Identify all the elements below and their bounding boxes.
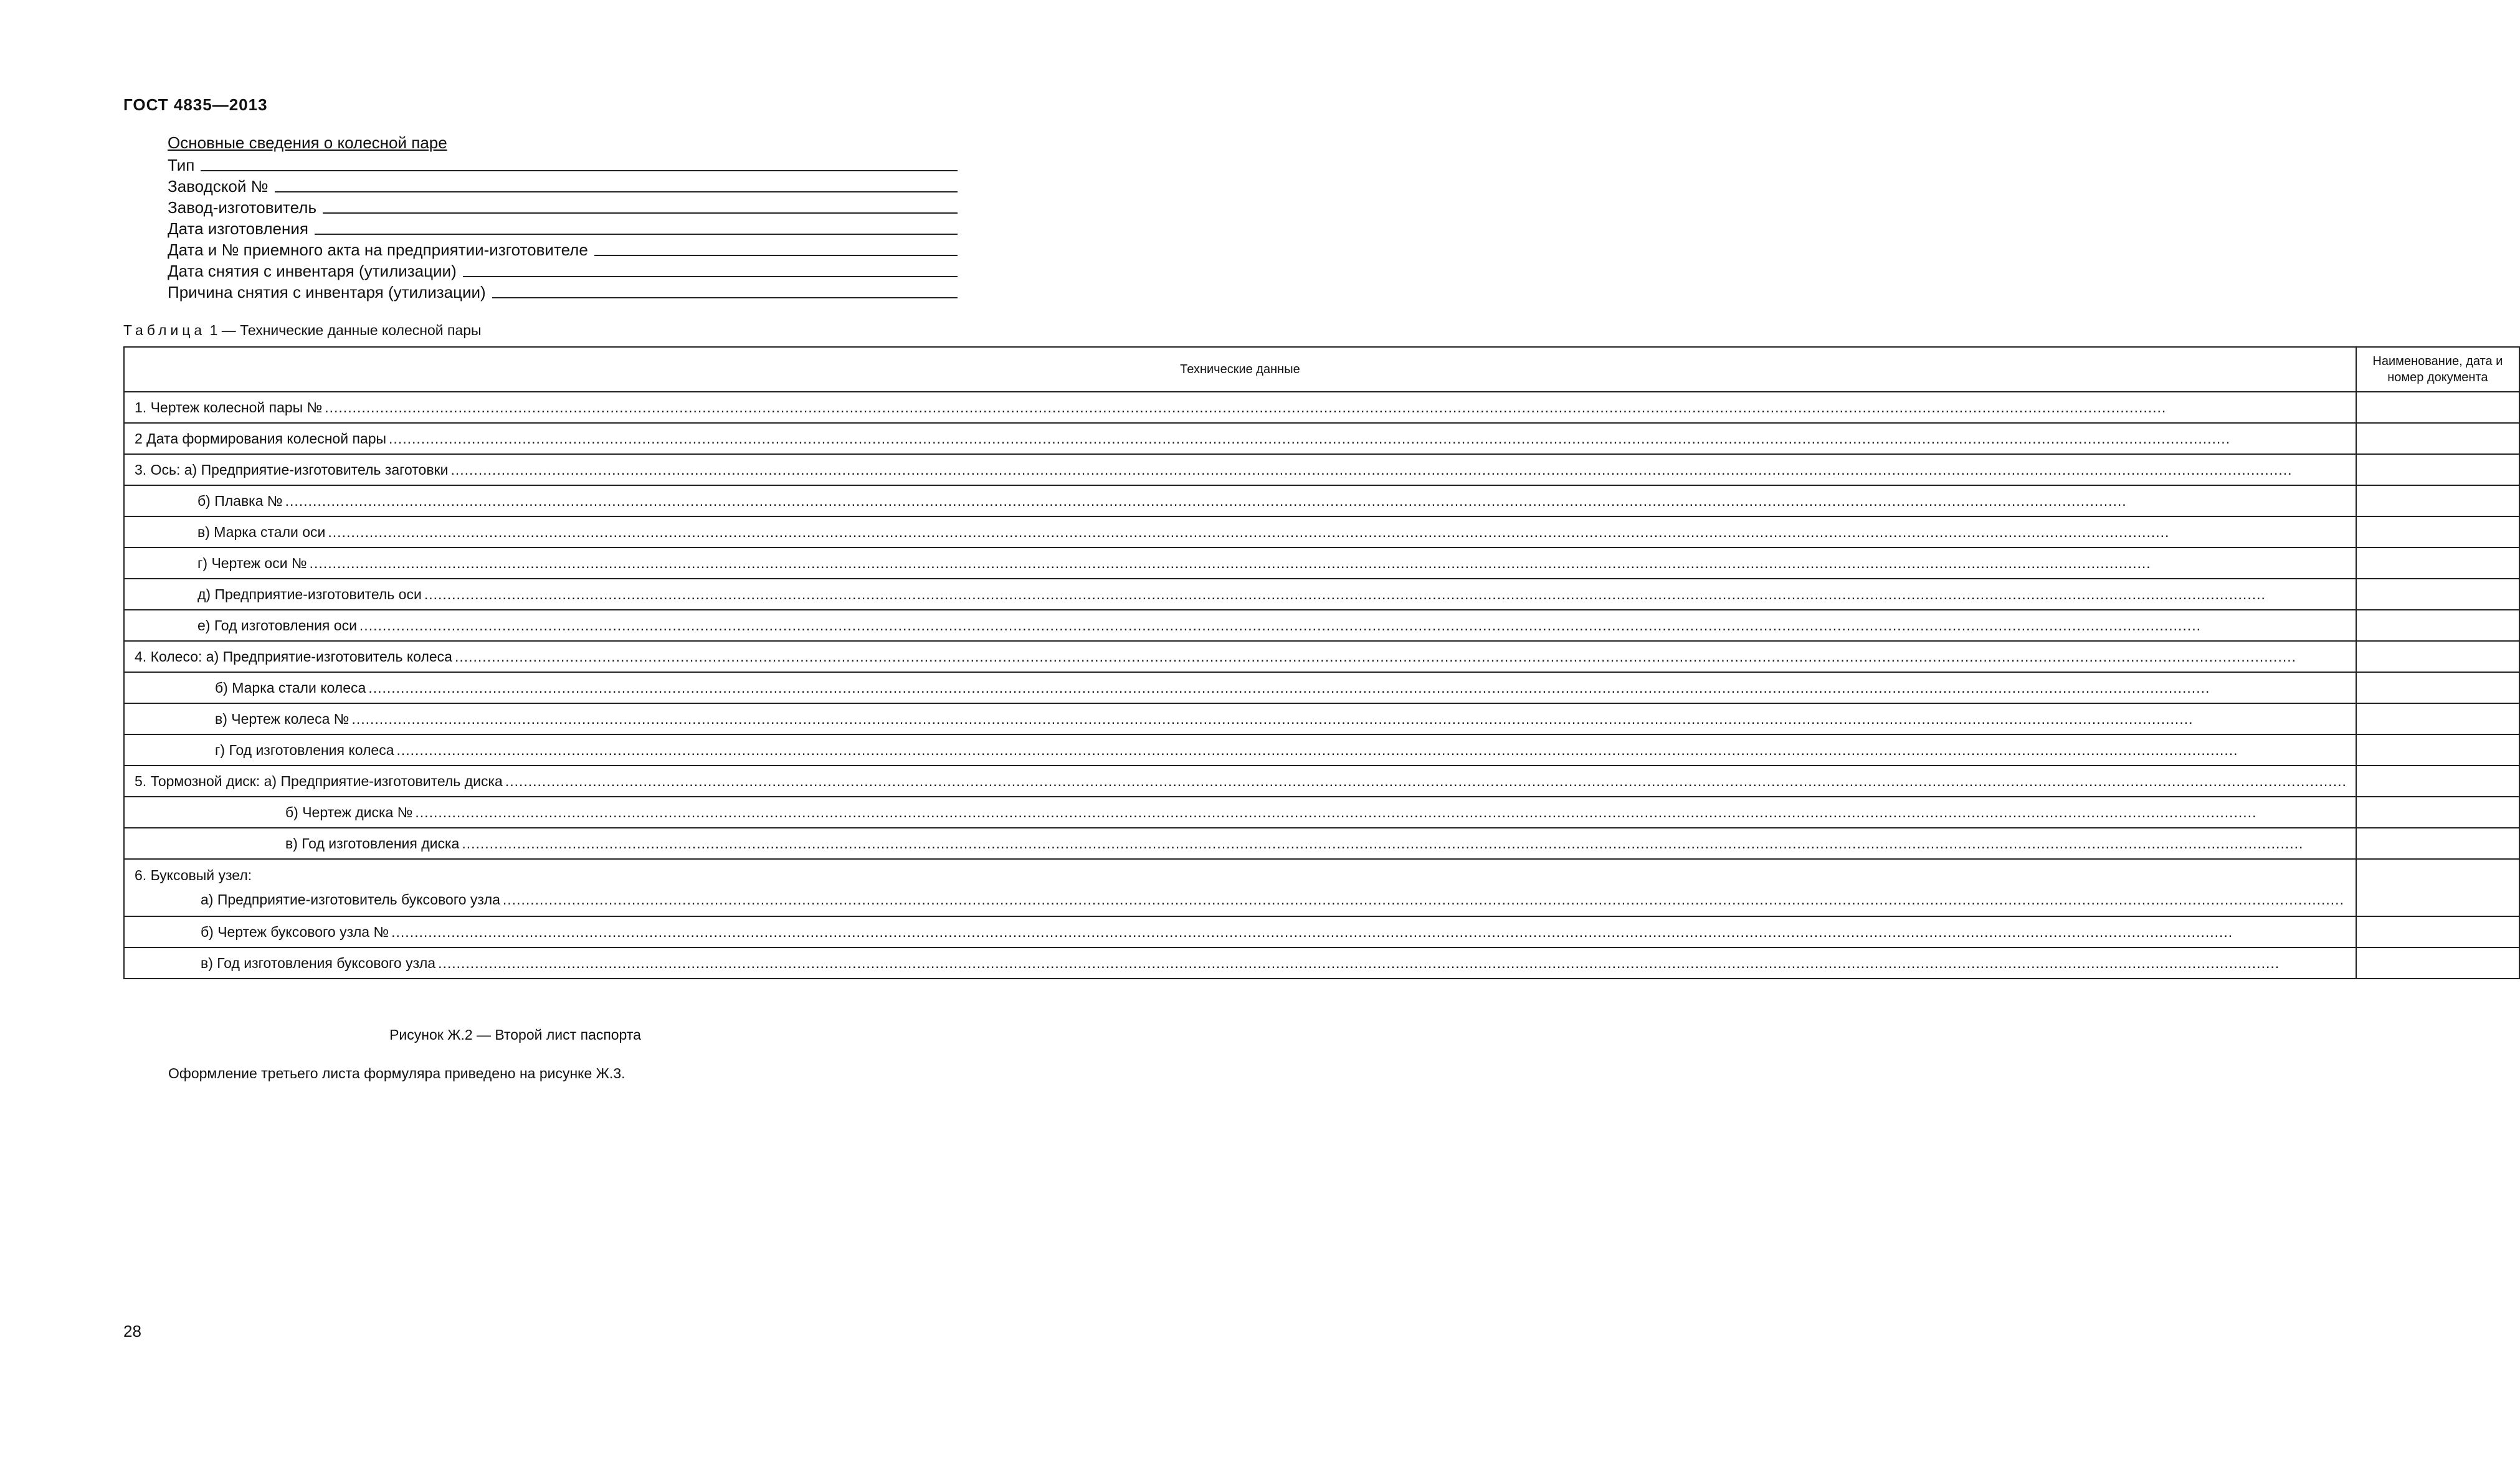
col-header-document: Наименование, дата и номер документа — [2356, 347, 2519, 392]
leader-dots: ................................................................................................................................................................................................................................................................................................................................................................................................................ — [424, 586, 2266, 602]
figure-caption: Рисунок Ж.2 — Второй лист паспорта — [389, 1027, 641, 1043]
document-header: ГОСТ 4835—2013 — [123, 95, 268, 114]
leader-dots: ................................................................................................................................................................................................................................................................................................................................................................................................................ — [325, 399, 2167, 415]
leader-dots: ................................................................................................................................................................................................................................................................................................................................................................................................................ — [328, 523, 2170, 540]
table-row: 4. Колесо: а) Предприятие-изготовитель колеса ................................................................................................................................................................................................................................................................................................................................................................................................................ — [124, 641, 2519, 672]
fill-line[interactable] — [463, 262, 958, 277]
table-row: 5. Тормозной диск: а) Предприятие-изготовитель диска ................................................................................................................................................................................................................................................................................................................................................................................................................ — [124, 766, 2519, 797]
fill-line[interactable] — [275, 178, 958, 192]
table-cell[interactable] — [2356, 797, 2519, 828]
table-row: 3. Ось: а) Предприятие-изготовитель заготовки ................................................................................................................................................................................................................................................................................................................................................................................................................ — [124, 454, 2519, 485]
table-cell[interactable] — [2356, 392, 2519, 423]
table-cell[interactable] — [2356, 423, 2519, 454]
field-type: Тип — [168, 153, 958, 174]
table-row: г) Год изготовления колеса ................................................................................................................................................................................................................................................................................................................................................................................................................ — [124, 734, 2519, 766]
table-header-row — [124, 347, 2519, 392]
fill-line[interactable] — [594, 241, 958, 256]
leader-dots: ................................................................................................................................................................................................................................................................................................................................................................................................................ — [285, 492, 2127, 509]
field-manufacturer: Завод-изготовитель — [168, 196, 958, 217]
leader-dots: ................................................................................................................................................................................................................................................................................................................................................................................................................ — [415, 804, 2257, 820]
table-cell[interactable] — [2356, 641, 2519, 672]
table-row: д) Предприятие-изготовитель оси ................................................................................................................................................................................................................................................................................................................................................................................................................ — [124, 579, 2519, 610]
table-cell[interactable] — [2356, 734, 2519, 766]
table-row: б) Марка стали колеса ................................................................................................................................................................................................................................................................................................................................................................................................................ — [124, 672, 2519, 703]
field-removal-reason: Причина снятия с инвентаря (утилизации) — [168, 280, 958, 301]
fill-line[interactable] — [201, 156, 958, 171]
table-row: в) Год изготовления диска ................................................................................................................................................................................................................................................................................................................................................................................................................ — [124, 828, 2519, 859]
field-removal-date: Дата снятия с инвентаря (утилизации) — [168, 259, 958, 280]
table-row: 6. Буксовый узел: а) Предприятие-изготовитель буксового узла ................................................................................................................................................................................................................................................................................................................................................................................................................ — [124, 859, 2519, 916]
table-cell[interactable] — [2356, 766, 2519, 797]
leader-dots: ................................................................................................................................................................................................................................................................................................................................................................................................................ — [351, 710, 2194, 727]
leader-dots: ................................................................................................................................................................................................................................................................................................................................................................................................................ — [368, 679, 2210, 696]
leader-dots: ................................................................................................................................................................................................................................................................................................................................................................................................................ — [391, 923, 2233, 940]
table-row: б) Чертеж диска № ................................................................................................................................................................................................................................................................................................................................................................................................................ — [124, 797, 2519, 828]
table-row: е) Год изготовления оси ................................................................................................................................................................................................................................................................................................................................................................................................................ — [124, 610, 2519, 641]
leader-dots: ................................................................................................................................................................................................................................................................................................................................................................................................................ — [389, 430, 2231, 447]
table-cell[interactable] — [2356, 947, 2519, 979]
leader-dots: ................................................................................................................................................................................................................................................................................................................................................................................................................ — [438, 954, 2280, 971]
note-text: Оформление третьего листа формуляра приведено на рисунке Ж.3. — [168, 1065, 625, 1081]
leader-dots: ................................................................................................................................................................................................................................................................................................................................................................................................................ — [359, 617, 2201, 634]
table-cell[interactable] — [2356, 916, 2519, 947]
table-cell[interactable] — [2356, 859, 2519, 916]
table-row: г) Чертеж оси № ................................................................................................................................................................................................................................................................................................................................................................................................................ — [124, 548, 2519, 579]
field-acceptance: Дата и № приемного акта на предприятии-изготовителе — [168, 238, 958, 259]
leader-dots: ................................................................................................................................................................................................................................................................................................................................................................................................................ — [396, 741, 2238, 758]
table-row: б) Плавка № ................................................................................................................................................................................................................................................................................................................................................................................................................ — [124, 485, 2519, 516]
table-cell[interactable] — [2356, 610, 2519, 641]
page-number: 28 — [123, 1322, 141, 1341]
technical-data-table — [123, 346, 2520, 979]
field-date: Дата изготовления — [168, 217, 958, 238]
table-cell[interactable] — [2356, 579, 2519, 610]
leader-dots: ................................................................................................................................................................................................................................................................................................................................................................................................................ — [309, 554, 2151, 571]
table-cell[interactable] — [2356, 828, 2519, 859]
field-serial: Заводской № — [168, 174, 958, 196]
table-row: 1. Чертеж колесной пары № ................................................................................................................................................................................................................................................................................................................................................................................................................ — [124, 392, 2519, 423]
leader-dots: ................................................................................................................................................................................................................................................................................................................................................................................................................ — [502, 891, 2344, 908]
fill-line[interactable] — [323, 199, 958, 214]
table-cell[interactable] — [2356, 454, 2519, 485]
table-cell[interactable] — [2356, 703, 2519, 734]
table-caption: Таблица 1 — Технические данные колесной пары — [123, 322, 482, 338]
table-cell[interactable] — [2356, 548, 2519, 579]
table-row: в) Чертеж колеса № ................................................................................................................................................................................................................................................................................................................................................................................................................ — [124, 703, 2519, 734]
table-cell[interactable] — [2356, 672, 2519, 703]
leader-dots: ................................................................................................................................................................................................................................................................................................................................................................................................................ — [450, 461, 2293, 478]
info-title: Основные сведения о колесной паре — [168, 133, 447, 152]
col-header-data: Технические данные — [124, 347, 2356, 392]
table-row: в) Год изготовления буксового узла ................................................................................................................................................................................................................................................................................................................................................................................................................ — [124, 947, 2519, 979]
fill-line[interactable] — [492, 283, 958, 298]
table-row: в) Марка стали оси ................................................................................................................................................................................................................................................................................................................................................................................................................ — [124, 516, 2519, 548]
leader-dots: ................................................................................................................................................................................................................................................................................................................................................................................................................ — [454, 648, 2297, 665]
fill-line[interactable] — [315, 220, 958, 235]
table-row: б) Чертеж буксового узла № ................................................................................................................................................................................................................................................................................................................................................................................................................ — [124, 916, 2519, 947]
table-row: 2 Дата формирования колесной пары ................................................................................................................................................................................................................................................................................................................................................................................................................ — [124, 423, 2519, 454]
wheelset-info-block — [168, 132, 958, 301]
leader-dots: ................................................................................................................................................................................................................................................................................................................................................................................................................ — [462, 835, 2304, 852]
table-cell[interactable] — [2356, 516, 2519, 548]
table-cell[interactable] — [2356, 485, 2519, 516]
leader-dots: ................................................................................................................................................................................................................................................................................................................................................................................................................ — [505, 772, 2347, 789]
